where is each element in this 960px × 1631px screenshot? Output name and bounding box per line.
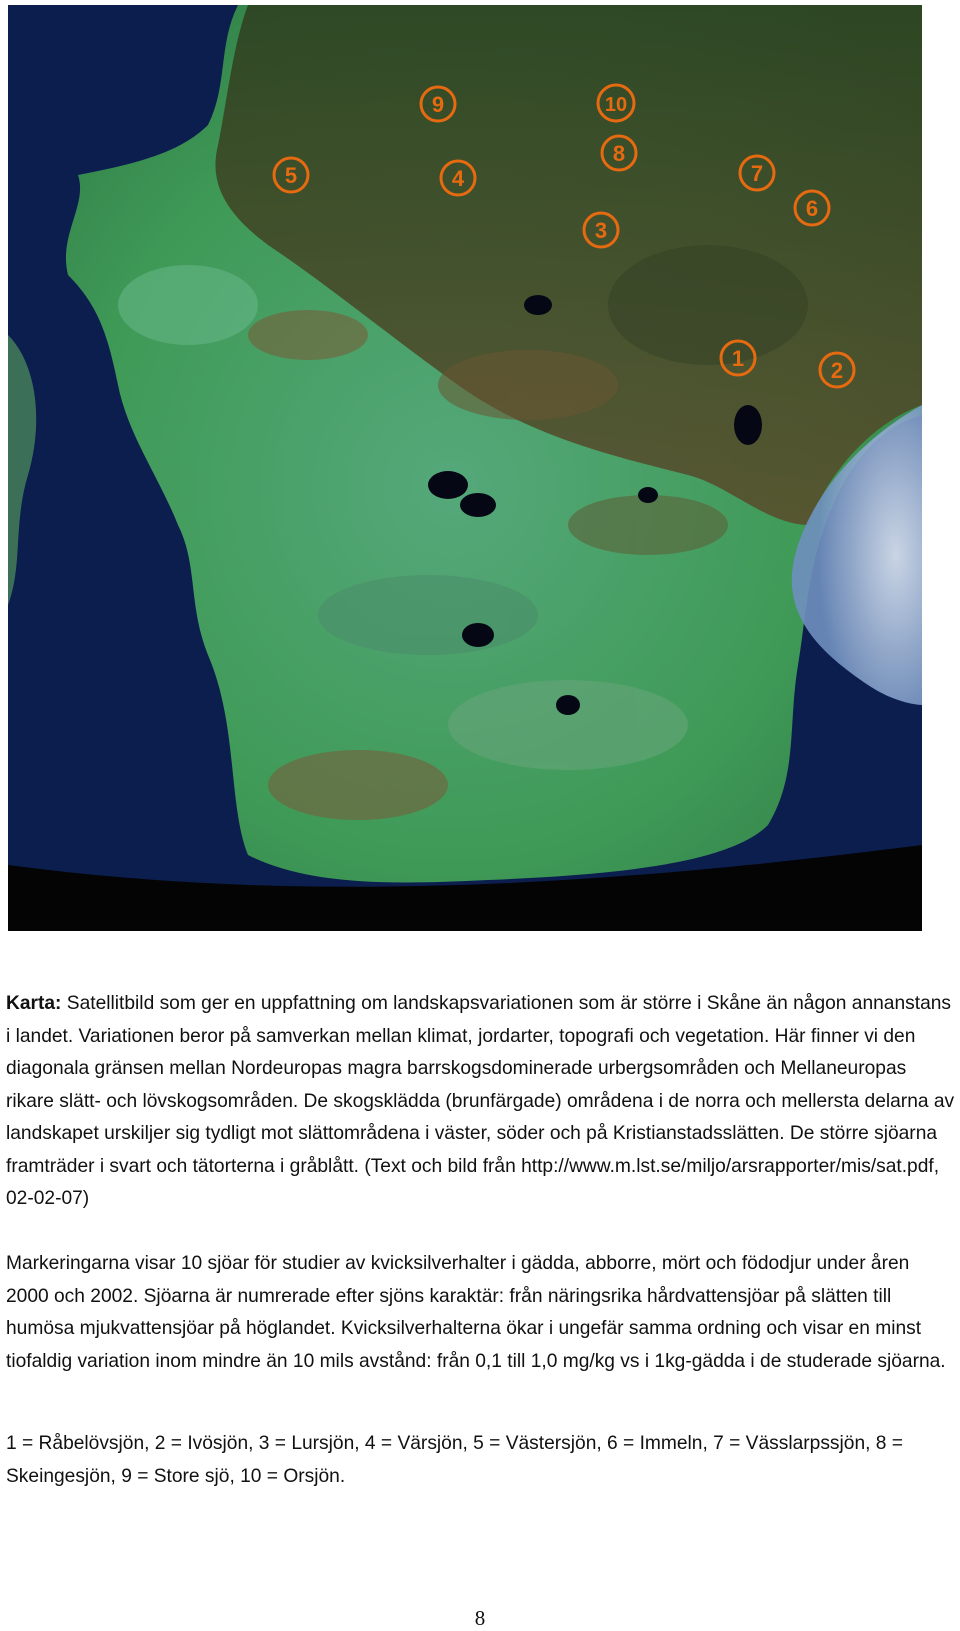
lake-marker-4-label: 4 — [451, 166, 465, 191]
lake-marker-6-label: 6 — [805, 196, 819, 221]
map-caption — [6, 988, 956, 1216]
lake-marker-10-label: 10 — [604, 94, 628, 116]
lake-marker-3-label: 3 — [594, 218, 608, 243]
markers-paragraph: Markeringarna visar 10 sjöar för studier av kvicksilverhalter i gädda, abborre, mört och födodjur under åren 2000 och 2002. Sjöarna är numrerade efter sjöns karaktär: från näringsrika hårdvattensjöar på slätten till humösa mjukvattensjöar på höglandet. Kvicksilverhalterna ökar i ungefär samma ordning och visar en minst tiofaldig variation inom mindre än 10 mils avstånd: från 0,1 till 1,0 mg/kg vs i 1kg-gädda i de studerade sjöarna. — [6, 1253, 946, 1372]
caption-text: Satellitbild som ger en uppfattning om landskapsvariationen som är större i Skåne än någon annanstans i landet. Variationen beror på samverkan mellan klimat, jordarter, topografi och vegetation. Här finner vi den diagonala gränsen mellan Nordeuropas magra barrskogsdominerade urbergsområden och Mellaneuropas rikare slätt- och lövskogsområden. De skogsklädda (brunfärgade) områdena i de norra och mellersta delarna av landskapet urskiljer sig tydligt mot slättområdena i väster, söder och på Kristianstadsslätten. De större sjöarna framträder i svart och tätorterna i gråblått. (Text och bild från http://www.m.lst.se/miljo/arsrapporter/mis/sat.pdf, 02-02-07) — [6, 993, 955, 1209]
caption-label: Karta: — [6, 993, 62, 1014]
lake-marker-8-label: 8 — [612, 141, 626, 166]
lake-marker-7-label: 7 — [750, 161, 764, 186]
satellite-map — [8, 5, 922, 931]
lake-marker-1-label: 1 — [731, 346, 745, 371]
lake-list: 1 = Råbelövsjön, 2 = Ivösjön, 3 = Lursjön, 4 = Värsjön, 5 = Västersjön, 6 = Immeln, 7 = Vässlarpssjön, 8 = Skeingesjön, 9 = Store sjö, 10 = Orsjön. — [6, 1433, 903, 1487]
page-number: 8 — [474, 1606, 486, 1630]
lake-marker-2-label: 2 — [830, 358, 844, 383]
lake-marker-9-label: 9 — [431, 92, 445, 117]
lake-marker-5-label: 5 — [284, 163, 298, 188]
